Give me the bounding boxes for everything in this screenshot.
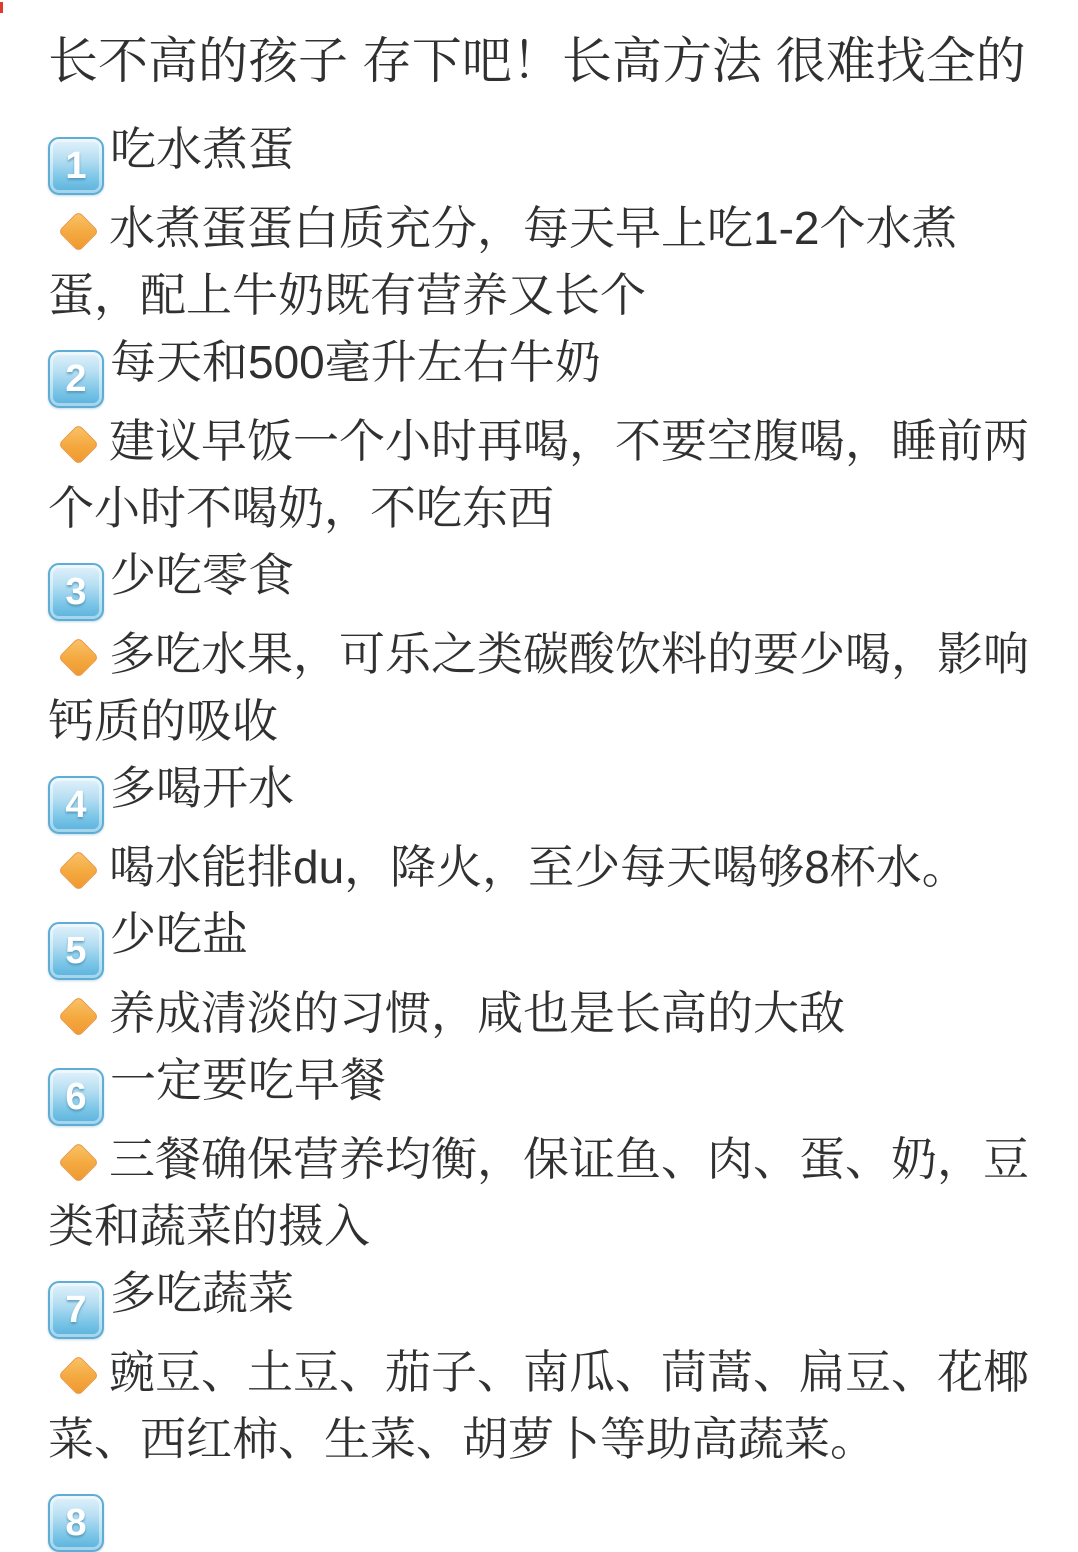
detail-text: 喝水能排du，降火，至少每天喝够8杯水。 — [109, 841, 968, 893]
keycap-3-icon — [48, 563, 104, 621]
keycap-digit: 7 — [65, 1289, 87, 1331]
orange-diamond-icon — [58, 1142, 99, 1183]
orange-diamond-icon — [58, 637, 99, 678]
list-item-heading-2 — [48, 329, 1030, 408]
list-item-heading-1 — [48, 116, 1030, 195]
heading-text: 少吃零食 — [110, 549, 294, 601]
list-item-detail-6 — [48, 1126, 1030, 1260]
detail-text: 养成清淡的习惯，咸也是长高的大敌 — [109, 987, 845, 1039]
heading-text: 少吃盐 — [110, 908, 248, 960]
keycap-6-icon — [48, 1068, 104, 1126]
keycap-1-icon — [48, 137, 104, 195]
keycap-digit: 8 — [65, 1502, 87, 1544]
list-item-heading-6 — [48, 1047, 1030, 1126]
detail-text: 多吃水果，可乐之类碳酸饮料的要少喝，影响钙质的吸收 — [48, 628, 1029, 747]
keycap-digit: 6 — [65, 1076, 87, 1118]
article-title: 长不高的孩子 存下吧！长高方法 很难找全的 — [48, 33, 1026, 89]
left-edge-red-mark — [0, 2, 3, 13]
detail-text: 建议早饭一个小时再喝，不要空腹喝，睡前两个小时不喝奶，不吃东西 — [48, 415, 1029, 534]
keycap-8-icon — [48, 1494, 104, 1552]
list-item-detail-4 — [48, 834, 1030, 901]
keycap-5-icon — [48, 922, 104, 980]
keycap-7-icon — [48, 1281, 104, 1339]
list-item-detail-2 — [48, 408, 1030, 542]
orange-diamond-icon — [58, 424, 99, 465]
list-item-heading-7 — [48, 1260, 1030, 1339]
detail-text: 三餐确保营养均衡，保证鱼、肉、蛋、奶，豆类和蔬菜的摄入 — [48, 1133, 1029, 1252]
keycap-digit: 1 — [65, 145, 87, 187]
list-item-heading-4 — [48, 755, 1030, 834]
keycap-2-icon — [48, 350, 104, 408]
keycap-digit: 4 — [65, 784, 87, 826]
keycap-digit: 5 — [65, 930, 87, 972]
list-item-detail-3 — [48, 621, 1030, 755]
heading-text: 每天和500毫升左右牛奶 — [110, 336, 601, 388]
list-item-heading-3 — [48, 542, 1030, 621]
orange-diamond-icon — [58, 850, 99, 891]
heading-text: 多喝开水 — [110, 762, 294, 814]
orange-diamond-icon — [58, 1355, 99, 1396]
keycap-digit: 3 — [65, 571, 87, 613]
heading-text: 多吃蔬菜 — [110, 1267, 294, 1319]
list-item-heading-8 — [48, 1473, 1030, 1552]
list-item-heading-5 — [48, 901, 1030, 980]
detail-text: 豌豆、土豆、茄子、南瓜、茼蒿、扁豆、花椰菜、西红柿、生菜、胡萝卜等助高蔬菜。 — [48, 1346, 1029, 1465]
list-item-detail-5 — [48, 980, 1030, 1047]
heading-text: 吃水煮蛋 — [110, 123, 294, 175]
list-item-detail-1 — [48, 195, 1030, 329]
keycap-digit: 2 — [65, 358, 87, 400]
heading-text: 一定要吃早餐 — [110, 1054, 386, 1106]
keycap-4-icon — [48, 776, 104, 834]
list-item-detail-7 — [48, 1339, 1030, 1473]
detail-text: 水煮蛋蛋白质充分，每天早上吃1-2个水煮蛋，配上牛奶既有营养又长个 — [48, 202, 958, 321]
orange-diamond-icon — [58, 211, 99, 252]
orange-diamond-icon — [58, 996, 99, 1037]
